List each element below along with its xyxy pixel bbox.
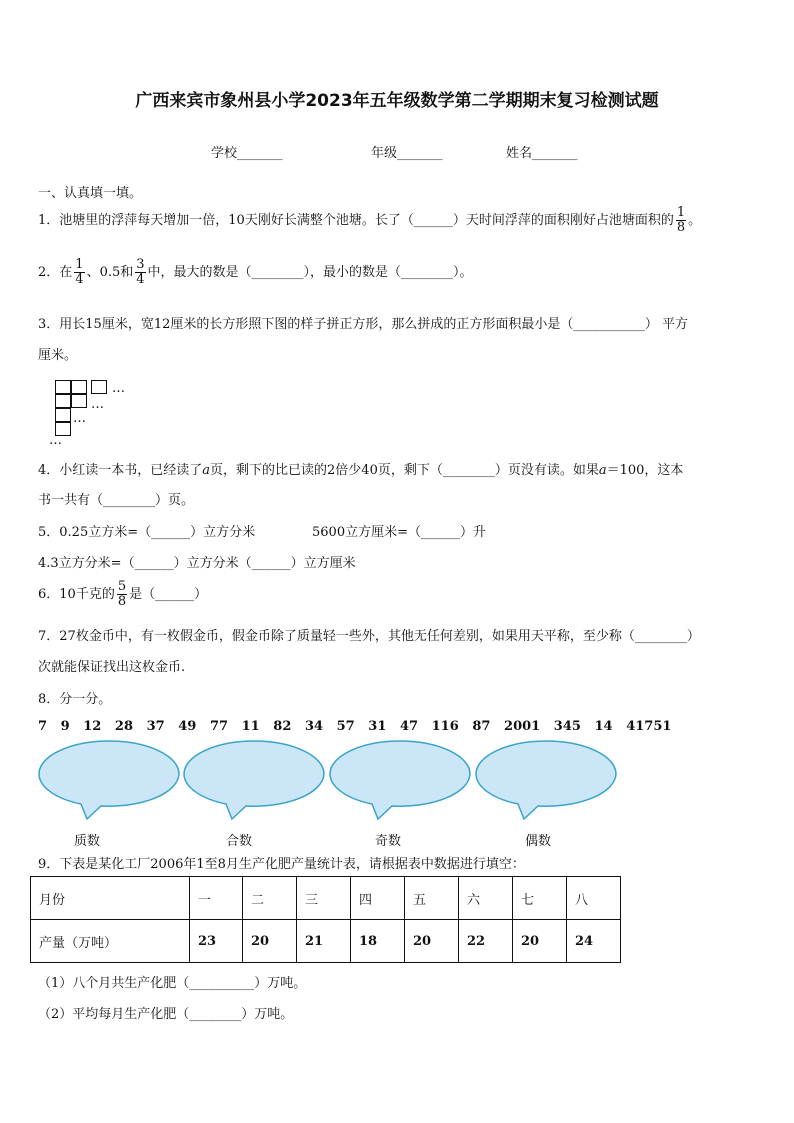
question-3-line1: 3．用长15厘米，宽12厘米的长方形照下图的样子拼正方形，那么拼成的正方形面积最小是（___________） 平方 <box>38 317 688 332</box>
category-composite: 合数 <box>226 834 253 849</box>
category-odd: 奇数 <box>375 834 402 849</box>
table-cell: 月份 <box>31 877 190 920</box>
question-4-line2: 书一共有（________）页。 <box>38 493 195 508</box>
q2-fraction-2: $\frac{3}{4}$ <box>136 257 145 287</box>
table-cell: 20 <box>513 920 567 963</box>
category-even: 偶数 <box>525 834 552 849</box>
question-5c: 4.3立方分米=（______）立方分米（______）立方厘米 <box>38 556 356 571</box>
grade-field: 年级_______ <box>371 146 443 161</box>
question-1: 1．池塘里的浮萍每天增加一倍，10天刚好长满整个池塘。长了（______）天时间浮萍的面积刚好占池塘面积的 $\frac{1}{8}$ 。 <box>38 205 702 235</box>
table-cell: 18 <box>351 920 405 963</box>
question-8-label: 8．分一分。 <box>38 692 112 707</box>
table-cell: 五 <box>405 877 459 920</box>
question-2: 2．在 $\frac{1}{4}$ 、0.5和 $\frac{3}{4}$ 中，最大的数是（________），最小的数是（________）。 <box>38 257 473 287</box>
table-cell: 22 <box>459 920 513 963</box>
question-7-line1: 7．27枚金币中，有一枚假金币，假金币除了质量轻一些外，其他无任何差别，如果用天平称，至少称（________） <box>38 629 700 644</box>
bubble-prime <box>39 741 179 819</box>
name-field: 姓名_______ <box>506 146 578 161</box>
bubble-even <box>476 741 616 819</box>
bubble-odd <box>330 741 470 819</box>
table-cell: 20 <box>243 920 297 963</box>
question-9-sub2: （2）平均每月生产化肥（________）万吨。 <box>38 1007 294 1022</box>
section-heading: 一、认真填一填。 <box>38 186 143 201</box>
table-row <box>31 877 621 920</box>
question-7-line2: 次就能保证找出这枚金币. <box>38 660 186 675</box>
question-5a: 5．0.25立方米=（______）立方分米 <box>38 525 256 540</box>
table-cell: 一 <box>190 877 243 920</box>
table-row <box>31 920 621 963</box>
table-cell: 八 <box>567 877 621 920</box>
table-cell: 21 <box>297 920 351 963</box>
table-cell: 20 <box>405 920 459 963</box>
table-cell: 23 <box>190 920 243 963</box>
school-field: 学校_______ <box>211 146 283 161</box>
question-3-line2: 厘米。 <box>38 348 78 363</box>
q1-text: 1．池塘里的浮萍每天增加一倍，10天刚好长满整个池塘。长了（______）天时间浮萍的面积刚好占池塘面积的 <box>38 213 674 228</box>
table-cell: 七 <box>513 877 567 920</box>
production-table <box>30 876 621 963</box>
q2-fraction-1: $\frac{1}{4}$ <box>75 257 84 287</box>
category-prime: 质数 <box>74 834 101 849</box>
table-cell: 六 <box>459 877 513 920</box>
number-list: 7 9 12 28 37 49 77 11 82 34 57 31 47 116 87 2001 345 14 41751 <box>38 719 672 734</box>
question-4-line1: 4．小红读一本书，已经读了𝑎页，剩下的比已读的2倍少40页，剩下（________）页没有读。如果𝑎＝100，这本 <box>38 463 684 478</box>
q1-fraction: $\frac{1}{8}$ <box>676 205 686 235</box>
bubble-composite <box>184 741 324 819</box>
table-cell: 四 <box>351 877 405 920</box>
page-title: 广西来宾市象州县小学2023年五年级数学第二学期期末复习检测试题 <box>135 91 659 111</box>
table-cell: 产量（万吨） <box>31 920 190 963</box>
question-6: 6．10千克的 $\frac{5}{8}$ 是（______） <box>38 579 208 609</box>
table-cell: 三 <box>297 877 351 920</box>
q6-fraction: $\frac{5}{8}$ <box>117 579 127 609</box>
question-5b: 5600立方厘米=（______）升 <box>312 525 486 540</box>
question-9-sub1: （1）八个月共生产化肥（__________）万吨。 <box>38 976 307 991</box>
table-cell: 二 <box>243 877 297 920</box>
table-cell: 24 <box>567 920 621 963</box>
question-9-label: 9．下表是某化工厂2006年1至8月生产化肥产量统计表，请根据表中数据进行填空： <box>38 857 525 872</box>
